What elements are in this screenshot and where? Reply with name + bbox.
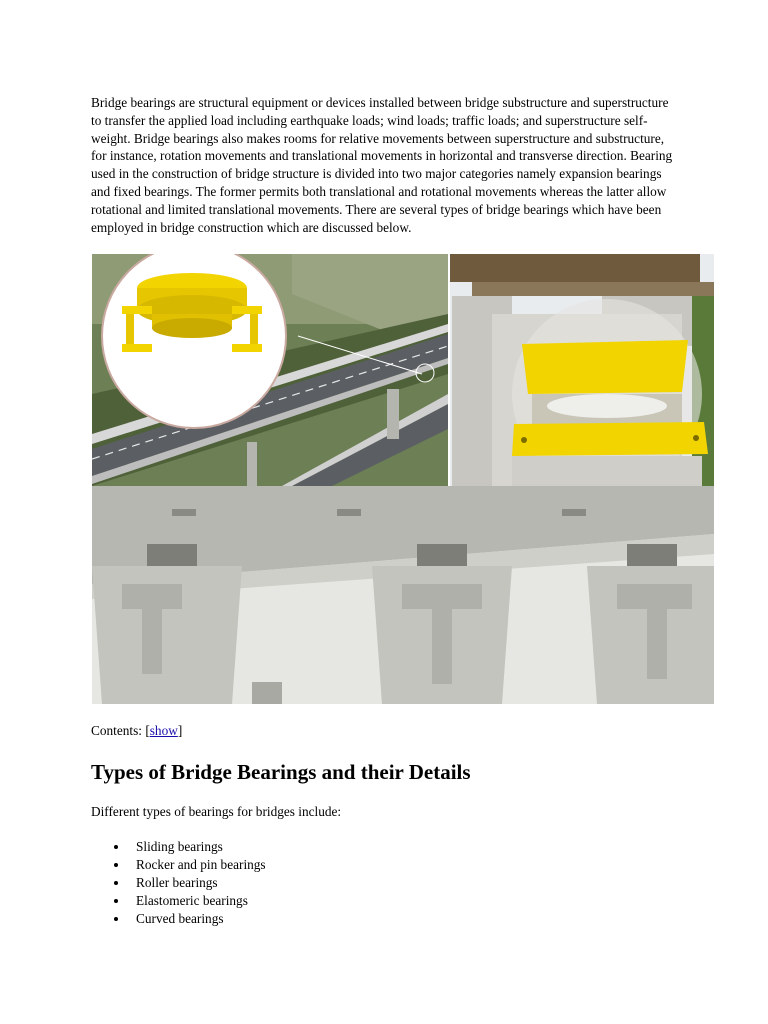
list-item: Elastomeric bearings xyxy=(91,892,266,910)
section-heading: Types of Bridge Bearings and their Details xyxy=(91,760,471,784)
bearing-types-list xyxy=(91,838,266,928)
list-item: Roller bearings xyxy=(91,874,266,892)
intro-paragraph: Bridge bearings are structural equipment or devices installed between bridge substructure and superstructure to transfer the applied load including earthquake loads; wind loads; traffic loads; and superstructure self-weight. Bridge bearings also makes rooms for relative movements between superstructure and substructure, for instance, rotation movements and translational movements in horizontal and transverse direction. Bearing used in the construction of bridge structure is divided into two major categories namely expansion bearings and fixed bearings. The former permits both translational and rotational movements whereas the latter allow rotational and limited translational movements. There are several types of bridge bearings which have been employed in bridge construction which are discussed below. xyxy=(91,95,673,235)
list-item: Curved bearings xyxy=(91,910,266,928)
table-of-contents xyxy=(91,722,182,740)
flyover-scene xyxy=(92,254,448,486)
contents-label: Contents: xyxy=(91,723,142,738)
types-lead: Different types of bearings for bridges include: xyxy=(91,804,342,819)
contents-bracket-open: [ xyxy=(145,723,150,738)
list-item: Sliding bearings xyxy=(91,838,266,856)
contents-show-link[interactable]: show xyxy=(149,723,178,738)
under-deck-scene xyxy=(92,486,714,704)
contents-bracket-close: ] xyxy=(177,723,183,738)
list-item: Rocker and pin bearings xyxy=(91,856,266,874)
pier-bearing-scene xyxy=(450,254,714,489)
bridge-bearings-figure xyxy=(92,254,714,704)
